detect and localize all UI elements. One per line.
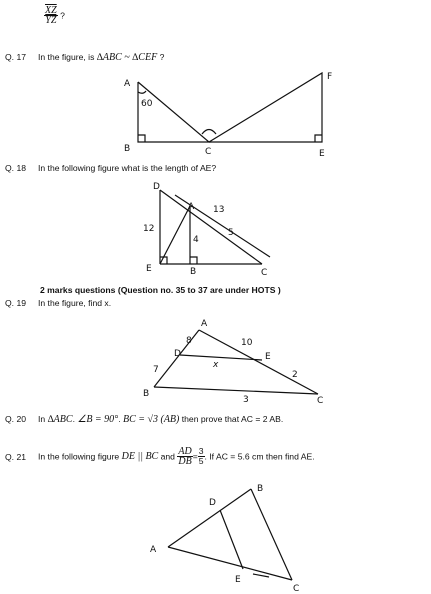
- word-and: and: [160, 451, 175, 462]
- label-c: C: [261, 268, 268, 278]
- question-number: Q. 17: [5, 52, 27, 62]
- label-a: A: [188, 202, 195, 212]
- label-e: E: [319, 149, 325, 159]
- label-a: A: [201, 319, 208, 329]
- fraction-numerator: $\overline{XZ}$: [45, 5, 57, 16]
- side-condition: BC = √3 (AB): [122, 414, 180, 425]
- label-13: 13: [213, 205, 225, 215]
- label-3: 3: [243, 395, 249, 405]
- equals-sign: =: [192, 451, 198, 462]
- question-21: [5, 447, 315, 466]
- question-number: Q. 18: [5, 163, 27, 173]
- label-b: B: [143, 389, 150, 399]
- similarity-expression: ∆ABC ~ ∆CEF: [96, 52, 158, 63]
- section-heading: 2 marks questions (Question no. 35 to 37 are under HOTS ): [40, 285, 281, 295]
- label-x: x: [213, 360, 219, 370]
- question-text: In the following figure: [38, 451, 120, 462]
- right-angle-e: [315, 135, 322, 142]
- label-d: D: [153, 182, 160, 192]
- label-d: D: [209, 498, 216, 508]
- angle-arc-c: [202, 130, 216, 135]
- label-b: B: [190, 267, 197, 277]
- label-e: E: [235, 575, 241, 585]
- question-text: In the figure, find x.: [38, 298, 112, 308]
- right-angle-b: [138, 135, 145, 142]
- question-18: [5, 163, 216, 173]
- question-number: Q. 20: [5, 414, 27, 424]
- label-b: B: [257, 484, 264, 494]
- fraction-denominator: DB: [178, 456, 192, 467]
- angle-condition: ∠B = 90°: [77, 414, 119, 425]
- question-text: In the following figure what is the length of AE?: [38, 163, 217, 173]
- figure-q17: [124, 72, 332, 159]
- question-19: [5, 298, 111, 308]
- label-a: A: [150, 545, 157, 555]
- angle-arc-a: [138, 91, 146, 93]
- triangle-abc: [138, 82, 209, 142]
- value-numerator: 3: [198, 446, 204, 456]
- label-c: C: [293, 584, 300, 594]
- label-a: A: [124, 79, 131, 89]
- label-4: 4: [193, 235, 199, 245]
- label-c: C: [205, 147, 212, 157]
- segment-ae: [160, 206, 190, 264]
- triangle-cef: [209, 73, 322, 142]
- parallel-condition: DE || BC: [121, 451, 159, 462]
- label-f: F: [327, 72, 333, 82]
- label-b: B: [124, 144, 131, 154]
- triangle-name: ∆ABC: [47, 414, 73, 425]
- question-text: then prove that AC = 2 AB.: [181, 414, 284, 424]
- segment-ac: [168, 547, 292, 580]
- value-denominator: 5: [198, 456, 204, 466]
- label-8: 8: [186, 336, 192, 346]
- label-e: E: [146, 264, 152, 274]
- label-e: E: [265, 352, 271, 362]
- question-mark: ?: [159, 52, 165, 62]
- right-angle-b: [190, 257, 197, 264]
- segment-dc: [160, 190, 262, 264]
- question-number: Q. 19: [5, 298, 27, 308]
- fraction-denominator: YZ: [45, 15, 57, 26]
- question-number: Q. 21: [5, 451, 27, 462]
- label-7: 7: [153, 365, 159, 375]
- question-text-rest: . If AC = 5.6 cm then find AE.: [204, 451, 315, 462]
- label-12: 12: [143, 224, 155, 234]
- segment-de: [220, 510, 243, 569]
- word-in: In: [38, 414, 46, 424]
- figure-q19: [143, 319, 323, 406]
- label-10: 10: [241, 338, 253, 348]
- label-d: D: [174, 349, 181, 359]
- label-2: 2: [292, 370, 298, 380]
- value-fraction: [198, 447, 205, 466]
- segment-bc: [251, 489, 292, 580]
- segment-bc: [154, 387, 318, 394]
- label-angle-60: 60: [141, 99, 153, 109]
- tick-mark: [253, 574, 269, 577]
- question-text: In the figure, is: [38, 52, 95, 62]
- figure-q21: [150, 484, 299, 594]
- question-mark: ?: [60, 10, 65, 21]
- fraction-numerator: AD: [178, 446, 192, 457]
- question-20: Q. 20 In ∆ABC. ∠B = 90°. BC = √3 (AB) then prove that AC = 2 AB.: [5, 414, 284, 425]
- figure-q18: [143, 182, 270, 278]
- ratio-fraction: [177, 447, 192, 466]
- label-5: 5: [228, 228, 234, 238]
- label-c: C: [317, 396, 324, 406]
